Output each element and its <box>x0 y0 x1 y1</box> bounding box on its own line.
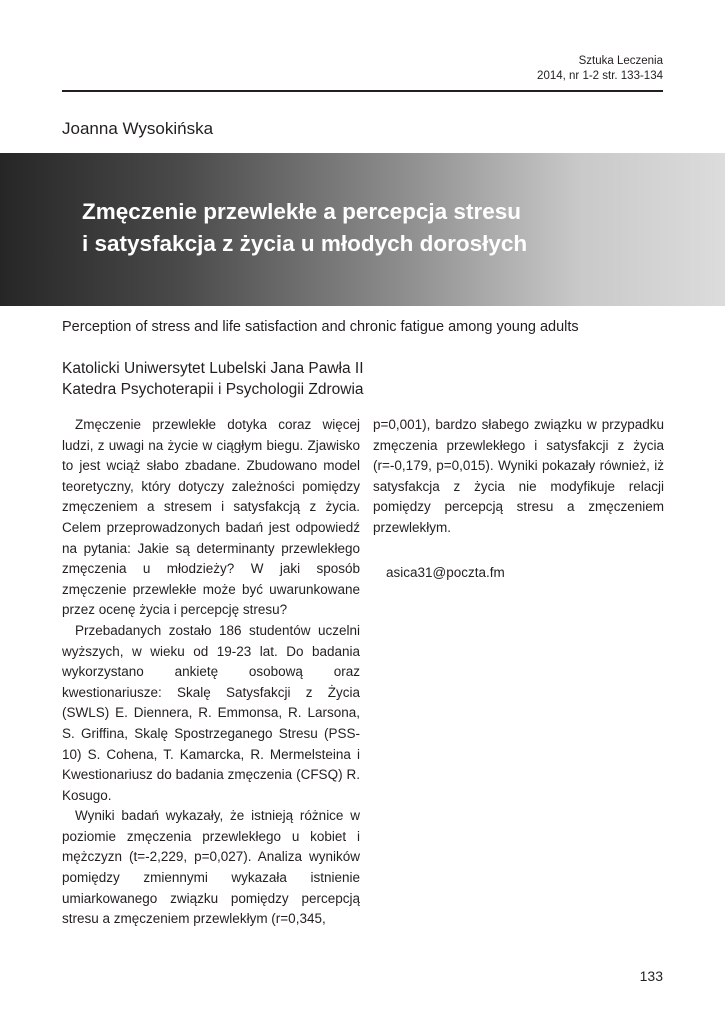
abstract-paragraph: p=0,001), bardzo słabego związku w przypadku zmęczenia przewlekłego i satysfakcji z życia (r=-0,179, p=0,015). Wyniki pokazały również, iż satysfakcja z życia nie modyfikuje relacji pomiędzy percepcją stresu a zmęczeniem przewlekłym. <box>373 417 664 535</box>
affiliation-university: Katolicki Uniwersytet Lubelski Jana Pawła II <box>62 360 364 377</box>
journal-issue: 2014, nr 1-2 str. 133-134 <box>537 70 663 82</box>
english-title: Perception of stress and life satisfaction and chronic fatigue among young adults <box>62 319 579 335</box>
journal-header <box>537 54 663 84</box>
abstract-paragraph: Przebadanych zostało 186 studentów uczelni wyższych, w wieku od 19-23 lat. Do badania wykorzystano ankietę osobową oraz kwestionariusze: Skalę Satysfakcji z Życia (SWLS) E. Diennera, R. Emmonsa, R. Larsona, S. Griffina, Skalę Spostrzeganego Stresu (PSS-10) S. Cohena, T. Kamarcka, R. Mermelsteina i Kwestionariusz do badania zmęczenia (CFSQ) R. Kosugo. <box>62 622 360 803</box>
abstract-paragraph: Zmęczenie przewlekłe dotyka coraz więcej ludzi, z uwagi na życie w ciągłym biegu. Zjawisko to jest wciąż słabo zbadane. Zbudowano model teoretyczny, który dotyczy zależności pomiędzy zmęczeniem a stresem i satysfakcją z życia. Celem przeprowadzonych badań jest odpowiedź na pytania: Jakie są determinanty przewlekłego zmęczenia u młodzieży? W jaki sposób zmęczenie przewlekłe może być uwarunkowane przez ocenę życia i percepcję stresu? <box>62 417 360 618</box>
author-email[interactable]: asica31@poczta.fm <box>386 565 505 580</box>
abstract-paragraph: Wyniki badań wykazały, że istnieją różnice w poziomie zmęczenia przewlekłego u kobiet i mężczyzn (t=-2,229, p=0,027). Analiza wyników pomiędzy zmiennymi wykazała istnienie umiarkowanego związku pomiędzy percepcją stresu a zmęczeniem przewlekłym (r=0,345, <box>62 808 360 927</box>
journal-name: Sztuka Leczenia <box>578 55 663 67</box>
title-line-2: i satysfakcja z życia u młodych dorosłych <box>82 231 528 256</box>
abstract-left-column <box>62 415 360 930</box>
page-number: 133 <box>639 968 663 984</box>
abstract-right-column <box>373 415 664 539</box>
affiliation <box>62 358 364 400</box>
header-rule <box>62 90 663 92</box>
affiliation-department: Katedra Psychoterapii i Psychologii Zdrowia <box>62 381 364 398</box>
title-line-1: Zmęczenie przewlekłe a percepcja stresu <box>82 199 521 224</box>
article-title <box>82 196 682 260</box>
author-name: Joanna Wysokińska <box>62 119 214 138</box>
